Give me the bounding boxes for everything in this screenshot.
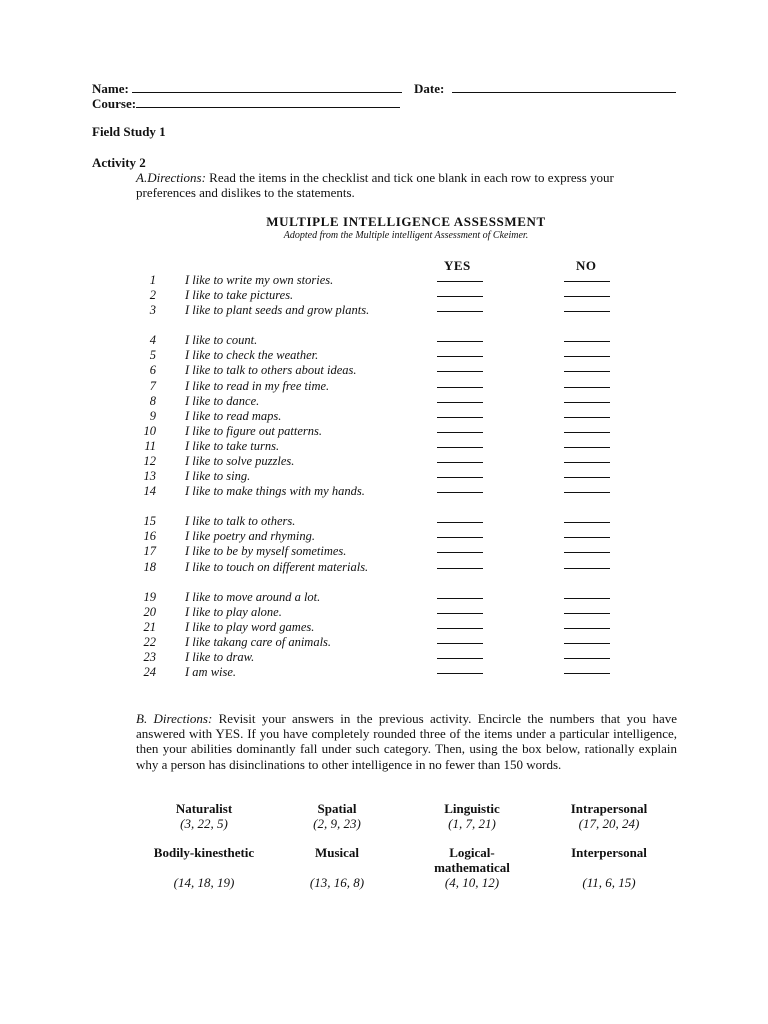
- yes-blank[interactable]: [437, 650, 483, 659]
- no-column-header: NO: [576, 258, 597, 273]
- category-name: Intrapersonal: [570, 801, 648, 816]
- item-number: 16: [143, 529, 156, 544]
- no-blank[interactable]: [564, 363, 610, 372]
- item-number: 11: [144, 438, 156, 453]
- item-number: 4: [149, 333, 156, 348]
- category-interpersonal: [534, 845, 684, 890]
- yes-blank[interactable]: [437, 590, 483, 599]
- yes-blank[interactable]: [437, 273, 483, 282]
- no-blank[interactable]: [564, 665, 610, 674]
- item-number: 5: [149, 348, 156, 363]
- no-blank[interactable]: [564, 529, 610, 538]
- item-number: 7: [149, 378, 156, 393]
- item-statement: I like to talk to others about ideas.: [185, 363, 357, 378]
- field-study-heading: Field Study 1: [92, 124, 166, 139]
- item-number: 20: [143, 604, 156, 619]
- yes-blank[interactable]: [437, 620, 483, 629]
- item-number: 23: [143, 649, 156, 664]
- category-name: Musical: [314, 845, 360, 860]
- no-blank[interactable]: [564, 333, 610, 342]
- category-name: Bodily-kinesthetic: [153, 845, 255, 860]
- item-number: 15: [143, 514, 156, 529]
- no-blank[interactable]: [564, 650, 610, 659]
- yes-column-header: YES: [444, 258, 471, 273]
- yes-blank[interactable]: [437, 439, 483, 448]
- item-statement: I like to read in my free time.: [185, 378, 330, 393]
- category-logical-mathematical: [417, 845, 527, 890]
- no-blank[interactable]: [564, 605, 610, 614]
- yes-blank[interactable]: [437, 469, 483, 478]
- no-blank[interactable]: [564, 514, 610, 523]
- category-name: Naturalist: [175, 801, 233, 816]
- yes-blank[interactable]: [437, 333, 483, 342]
- no-blank[interactable]: [564, 544, 610, 553]
- item-statement: I like to sing.: [185, 469, 251, 484]
- date-field: [414, 80, 676, 97]
- directions-b-label: B. Directions:: [136, 711, 213, 726]
- directions-a: [136, 170, 676, 200]
- no-blank[interactable]: [564, 454, 610, 463]
- item-number: 3: [149, 303, 156, 318]
- category-items: (11, 6, 15): [582, 875, 636, 890]
- no-blank[interactable]: [564, 635, 610, 644]
- item-number: 17: [143, 544, 156, 559]
- category-bodily-kinesthetic: [129, 845, 279, 890]
- item-statement: I like poetry and rhyming.: [185, 529, 315, 544]
- no-blank[interactable]: [564, 620, 610, 629]
- category-linguistic: [397, 801, 547, 831]
- no-blank[interactable]: [564, 484, 610, 493]
- category-items: (14, 18, 19): [173, 875, 235, 890]
- yes-blank[interactable]: [437, 303, 483, 312]
- no-blank[interactable]: [564, 409, 610, 418]
- category-name: Logical-mathematical: [434, 845, 510, 875]
- item-statement: I like to play alone.: [185, 604, 282, 619]
- yes-blank[interactable]: [437, 409, 483, 418]
- item-number: 8: [149, 393, 156, 408]
- yes-blank[interactable]: [437, 605, 483, 614]
- date-blank: [452, 80, 676, 93]
- item-statement: I am wise.: [185, 665, 237, 679]
- no-blank[interactable]: [564, 379, 610, 388]
- yes-blank[interactable]: [437, 665, 483, 674]
- directions-a-label: A.Directions:: [136, 170, 206, 185]
- item-statement: I like to write my own stories.: [185, 273, 334, 287]
- category-items: (2, 9, 23): [313, 816, 361, 831]
- no-blank[interactable]: [564, 439, 610, 448]
- item-number: 2: [149, 288, 156, 303]
- yes-blank[interactable]: [437, 529, 483, 538]
- assessment-subtitle: Adopted from the Multiple intelligent Assessment of Ckeimer.: [283, 230, 529, 241]
- yes-blank[interactable]: [437, 394, 483, 403]
- category-intrapersonal: [534, 801, 684, 831]
- date-label: Date:: [414, 81, 445, 96]
- category-name: Spatial: [317, 801, 357, 816]
- item-statement: I like takang care of animals.: [185, 634, 332, 649]
- item-number: 13: [143, 469, 156, 484]
- category-items: (4, 10, 12): [444, 875, 500, 890]
- item-number: 21: [143, 619, 156, 634]
- item-statement: I like to be by myself sometimes.: [185, 544, 347, 559]
- yes-blank[interactable]: [437, 379, 483, 388]
- yes-blank[interactable]: [437, 544, 483, 553]
- yes-blank[interactable]: [437, 484, 483, 493]
- no-blank[interactable]: [564, 348, 610, 357]
- item-statement: I like to solve puzzles.: [185, 454, 295, 468]
- name-blank: [132, 80, 402, 93]
- category-musical: [262, 845, 412, 890]
- yes-blank[interactable]: [437, 424, 483, 433]
- item-number: 18: [143, 559, 156, 574]
- item-number: 6: [149, 363, 156, 378]
- yes-blank[interactable]: [437, 635, 483, 644]
- item-statement: I like to count.: [185, 333, 258, 348]
- yes-blank[interactable]: [437, 348, 483, 357]
- no-blank[interactable]: [564, 560, 610, 569]
- yes-blank[interactable]: [437, 363, 483, 372]
- item-statement: I like to take turns.: [185, 438, 280, 453]
- activity-heading: Activity 2: [92, 155, 146, 170]
- no-blank[interactable]: [564, 394, 610, 403]
- category-items: (17, 20, 24): [578, 816, 640, 831]
- item-number: 1: [149, 273, 156, 287]
- item-statement: I like to plant seeds and grow plants.: [185, 303, 370, 318]
- item-statement: I like to play word games.: [185, 619, 315, 634]
- item-statement: I like to talk to others.: [185, 514, 296, 529]
- item-number: 24: [143, 665, 156, 679]
- yes-blank[interactable]: [437, 454, 483, 463]
- item-statement: I like to figure out patterns.: [185, 423, 323, 438]
- item-statement: I like to check the weather.: [185, 348, 319, 363]
- yes-blank[interactable]: [437, 560, 483, 569]
- directions-a-text: Read the items in the checklist and tick one blank in each row to express your preferences and dislikes to the statements.: [136, 170, 614, 200]
- no-blank[interactable]: [564, 590, 610, 599]
- category-naturalist: [129, 801, 279, 831]
- item-statement: I like to touch on different materials.: [185, 559, 369, 574]
- category-items: (3, 22, 5): [180, 816, 228, 831]
- course-field: [92, 95, 400, 112]
- item-statement: I like to move around a lot.: [185, 589, 321, 604]
- assessment-title: MULTIPLE INTELLIGENCE ASSESSMENT: [266, 214, 546, 229]
- no-blank[interactable]: [564, 303, 610, 312]
- no-blank[interactable]: [564, 273, 610, 282]
- no-blank[interactable]: [564, 288, 610, 297]
- item-statement: I like to read maps.: [185, 408, 282, 423]
- category-items: (13, 16, 8): [309, 875, 365, 890]
- category-name: Interpersonal: [571, 845, 647, 860]
- category-spatial: [262, 801, 412, 831]
- name-label: Name:: [92, 81, 129, 96]
- item-number: 19: [143, 589, 156, 604]
- item-number: 9: [149, 408, 156, 423]
- directions-b-text: Revisit your answers in the previous activity. Encircle the numbers that you have answered with YES. If you have completely rounded three of the items under a particular intelligence, then your abilities dominantly fall under such category. Then, using the box below, rationally explain why a person has disinclinations to other intelligence in no fewer than 150 words.: [136, 711, 678, 772]
- item-statement: I like to dance.: [185, 393, 260, 408]
- course-label: Course:: [92, 96, 137, 111]
- directions-b: [136, 711, 677, 772]
- item-number: 10: [143, 423, 156, 438]
- item-statement: I like to take pictures.: [185, 288, 294, 303]
- no-blank[interactable]: [564, 424, 610, 433]
- category-name: Linguistic: [444, 801, 500, 816]
- no-blank[interactable]: [564, 469, 610, 478]
- item-number: 22: [143, 634, 156, 649]
- item-number: 14: [143, 484, 156, 499]
- yes-blank[interactable]: [437, 288, 483, 297]
- yes-blank[interactable]: [437, 514, 483, 523]
- item-statement: I like to draw.: [185, 649, 255, 664]
- category-items: (1, 7, 21): [448, 816, 496, 831]
- item-number: 12: [143, 454, 156, 468]
- course-blank: [136, 95, 400, 108]
- item-statement: I like to make things with my hands.: [185, 484, 365, 499]
